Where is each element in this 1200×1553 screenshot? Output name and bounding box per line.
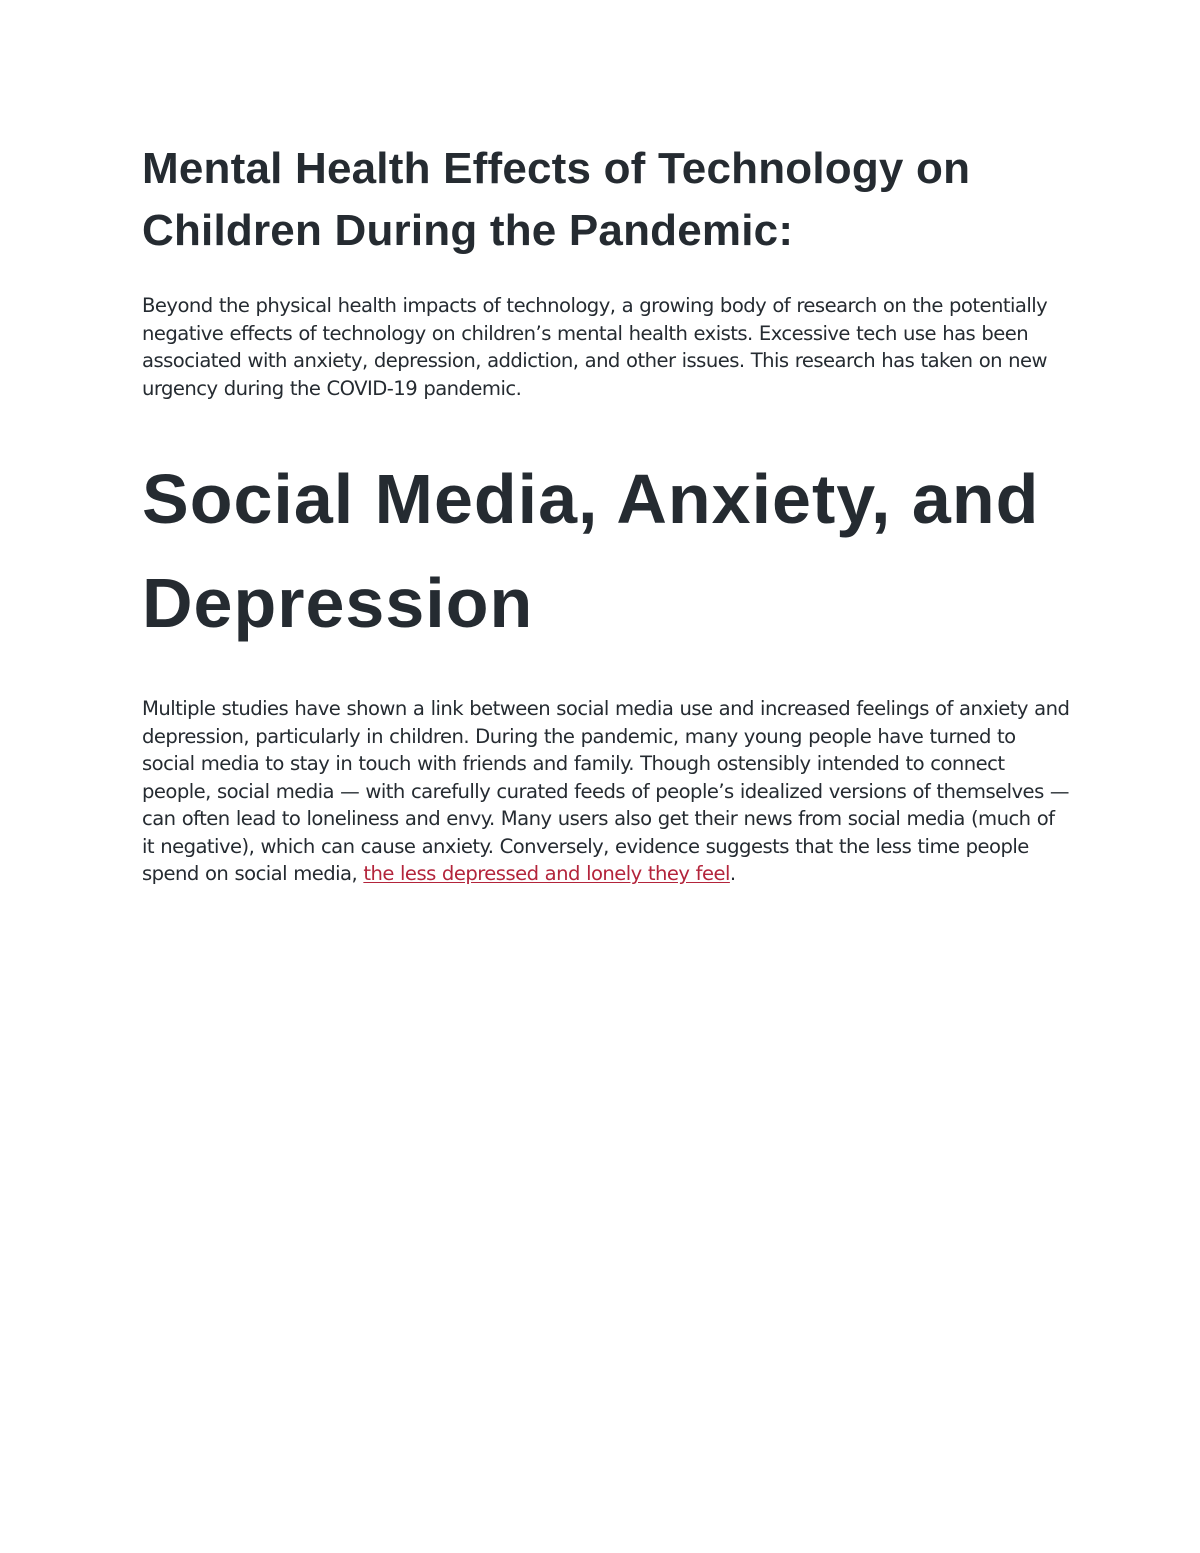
section-paragraph-text: Multiple studies have shown a link between social media use and increased feelings of anxiety and depression, particularly in children. During the pandemic, many young people have turned to social media to stay in touch with friends and family. Though ostensibly intended to connect people, social media — with carefully curated feeds of people’s idealized versions of themselves — can often lead to loneliness and envy. Many users also get their news from social media (much of it negative), which can cause anxiety. Conversely, evidence suggests that the less time people spend on social media, (142, 697, 1070, 885)
document-title: Mental Health Effects of Technology on Children During the Pandemic: (142, 144, 971, 255)
document-content (142, 138, 1072, 888)
intro-paragraph: Beyond the physical health impacts of technology, a growing body of research on the potentially negative effects of technology on children’s mental health exists. Excessive tech use has been associated with anxiety, depression, addiction, and other issues. This research has taken on new urgency during the COVID-19 pandemic. (142, 294, 1048, 400)
depression-loneliness-link[interactable]: the less depressed and lonely they feel (363, 862, 730, 885)
section-heading: Social Media, Anxiety, and Depression (142, 460, 1040, 642)
section-paragraph (142, 695, 1072, 888)
section-paragraph-end: . (729, 862, 736, 885)
